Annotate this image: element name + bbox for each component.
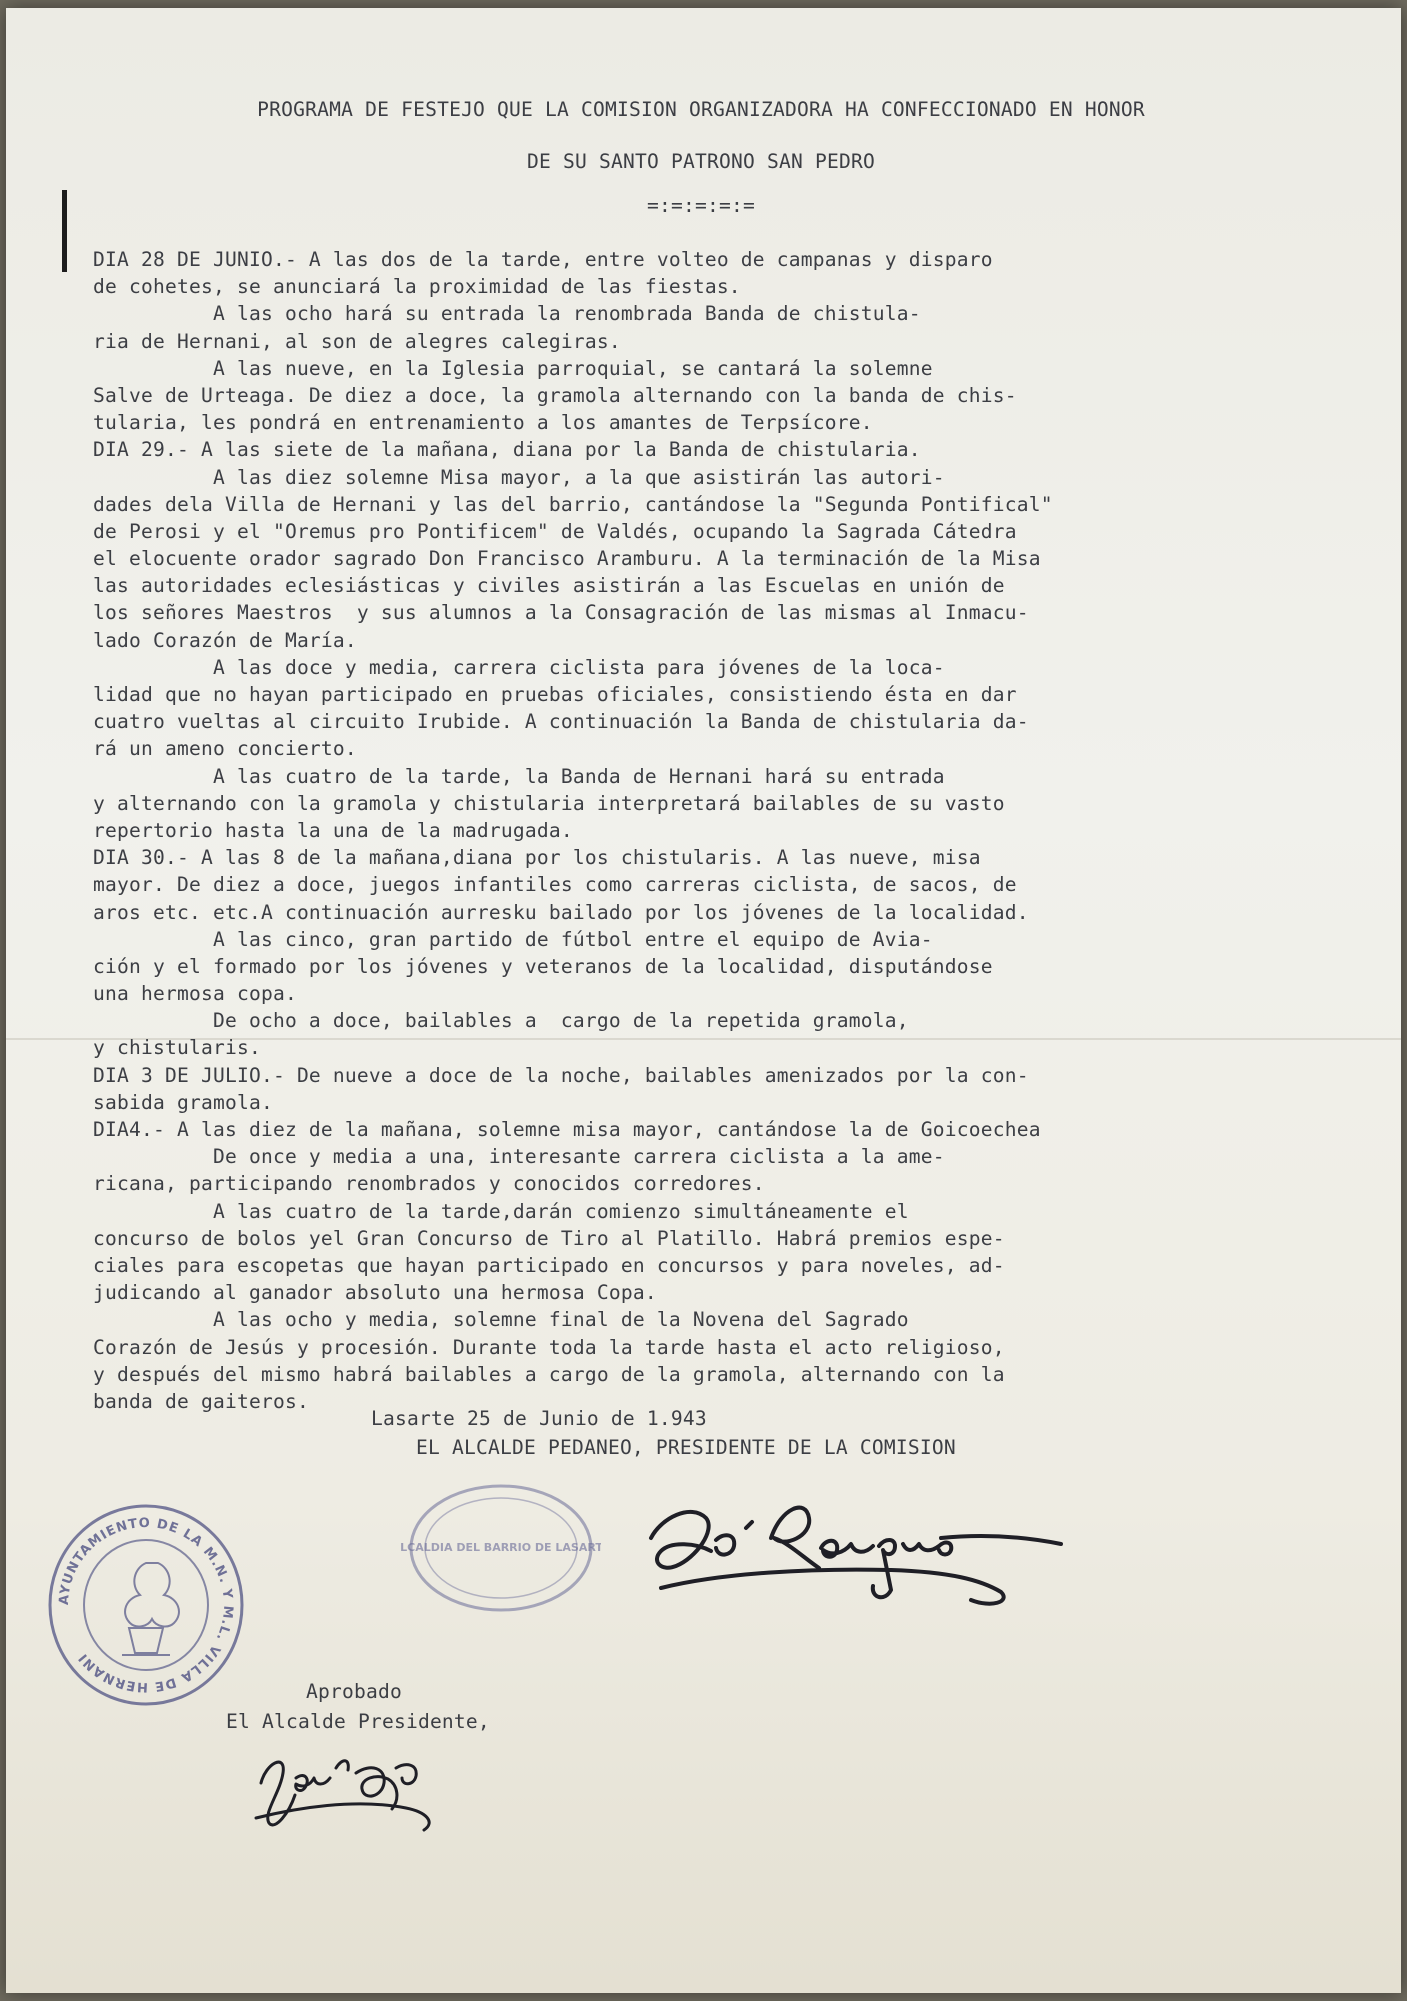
body-line: De ocho a doce, bailables a cargo de la repetida gramola, bbox=[93, 1009, 909, 1033]
body-line: rá un ameno concierto. bbox=[93, 737, 357, 761]
body-line: de cohetes, se anunciará la proximidad de las fiestas. bbox=[93, 275, 741, 299]
body-line: banda de gaiteros. bbox=[93, 1389, 309, 1413]
body-line: mayor. De diez a doce, juegos infantiles como carreras ciclista, de sacos, de bbox=[93, 873, 1017, 897]
body-line: tularia, les pondrá en entrenamiento a los amantes de Terpsícore. bbox=[93, 411, 873, 435]
mayor-signature bbox=[246, 1728, 456, 1853]
document-subtitle: DE SU SANTO PATRONO SAN PEDRO bbox=[527, 150, 875, 173]
body-line: ricana, participando renombrados y conocidos corredores. bbox=[93, 1172, 765, 1196]
municipal-round-stamp bbox=[44, 1503, 249, 1713]
body-line: De once y media a una, interesante carrera ciclista a la ame- bbox=[93, 1145, 945, 1169]
body-line: A las doce y media, carrera ciclista para jóvenes de la loca- bbox=[93, 655, 945, 679]
body-line: DIA 30.- A las 8 de la mañana,diana por los chistularis. A las nueve, misa bbox=[93, 846, 981, 870]
body-line: DIA 29.- A las siete de la mañana, diana por la Banda de chistularia. bbox=[93, 438, 921, 462]
body-line: ciales para escopetas que hayan participado en concursos y para noveles, ad- bbox=[93, 1253, 1005, 1277]
body-line: sabida gramola. bbox=[93, 1090, 273, 1114]
place-date: Lasarte 25 de Junio de 1.943 bbox=[371, 1407, 707, 1430]
signatory-role: EL ALCALDE PEDANEO, PRESIDENTE DE LA COMISION bbox=[416, 1436, 956, 1459]
body-line: las autoridades eclesiásticas y civiles asistirán a las Escuelas en unión de bbox=[93, 574, 1005, 598]
body-line: una hermosa copa. bbox=[93, 982, 297, 1006]
body-line: A las ocho y media, solemne final de la Novena del Sagrado bbox=[93, 1308, 909, 1332]
body-line: lidad que no hayan participado en pruebas oficiales, consistiendo ésta en dar bbox=[93, 683, 1017, 706]
body-line: A las ocho hará su entrada la renombrada Banda de chistula- bbox=[93, 302, 921, 326]
body-line: de Perosi y el "Oremus pro Pontificem" de Valdés, ocupando la Sagrada Cátedra bbox=[93, 519, 1017, 543]
body-line: Corazón de Jesús y procesión. Durante toda la tarde hasta el acto religioso, bbox=[93, 1335, 1005, 1359]
body-line: DIA4.- A las diez de la mañana, solemne misa mayor, cantándose la de Goicoechea bbox=[93, 1118, 1041, 1141]
body-line: judicando al ganador absoluto una hermosa Copa. bbox=[93, 1281, 657, 1305]
body-line: A las nueve, en la Iglesia parroquial, se cantará la solemne bbox=[93, 356, 933, 380]
body-line: y después del mismo habrá bailables a cargo de la gramola, alternando con la bbox=[93, 1362, 1005, 1386]
program-body bbox=[93, 246, 1053, 1415]
body-line: y alternando con la gramola y chistularia interpretará bailables de su vasto bbox=[93, 791, 1005, 815]
margin-pencil-mark bbox=[62, 190, 67, 272]
body-line: DIA 28 DE JUNIO.- A las dos de la tarde, entre volteo de campanas y disparo bbox=[93, 248, 993, 271]
document-title: PROGRAMA DE FESTEJO QUE LA COMISION ORGANIZADORA HA CONFECCIONADO EN HONOR bbox=[257, 98, 1145, 121]
title-ornament: =:=:=:=:= bbox=[647, 194, 755, 217]
body-line: lado Corazón de María. bbox=[93, 628, 357, 652]
president-signature bbox=[631, 1478, 1101, 1633]
round-stamp-text: AYUNTAMIENTO DE LA M.N. Y M.L. VILLA DE HERNANI bbox=[56, 1515, 236, 1695]
body-line: concurso de bolos yel Gran Concurso de Tiro al Platillo. Habrá premios espe- bbox=[93, 1226, 1005, 1250]
barrio-oval-stamp bbox=[401, 1473, 601, 1628]
mayor-title: El Alcalde Presidente, bbox=[226, 1710, 490, 1733]
body-line: A las cinco, gran partido de fútbol entre el equipo de Avia- bbox=[93, 927, 933, 951]
body-line: A las cuatro de la tarde, la Banda de Hernani hará su entrada bbox=[93, 764, 945, 788]
approval-label: Aprobado bbox=[306, 1680, 402, 1703]
body-line: DIA 3 DE JULIO.- De nueve a doce de la noche, bailables amenizados por la con- bbox=[93, 1063, 1029, 1087]
body-line: aros etc. etc.A continuación aurresku bailado por los jóvenes de la localidad. bbox=[93, 900, 1029, 924]
body-line: el elocuente orador sagrado Don Francisco Aramburu. A la terminación de la Misa bbox=[93, 547, 1041, 571]
body-line: ria de Hernani, al son de alegres calegiras. bbox=[93, 329, 621, 353]
body-line: Salve de Urteaga. De diez a doce, la gramola alternando con la banda de chis- bbox=[93, 383, 1017, 407]
body-line: y chistularis. bbox=[93, 1036, 261, 1060]
body-line: los señores Maestros y sus alumnos a la Consagración de las mismas al Inmacu- bbox=[93, 601, 1029, 625]
body-line: cuatro vueltas al circuito Irubide. A continuación la Banda de chistularia da- bbox=[93, 710, 1029, 734]
body-line: repertorio hasta la una de la madrugada. bbox=[93, 818, 573, 842]
body-line: dades dela Villa de Hernani y las del barrio, cantándose la "Segunda Pontifical" bbox=[93, 492, 1053, 516]
oval-stamp-text: ALCALDIA DEL BARRIO DE LASARTE bbox=[401, 1541, 601, 1554]
body-line: A las diez solemne Misa mayor, a la que asistirán las autori- bbox=[93, 465, 945, 489]
document-page bbox=[6, 8, 1401, 1993]
body-line: A las cuatro de la tarde,darán comienzo simultáneamente el bbox=[93, 1199, 909, 1223]
body-line: ción y el formado por los jóvenes y veteranos de la localidad, disputándose bbox=[93, 954, 993, 978]
